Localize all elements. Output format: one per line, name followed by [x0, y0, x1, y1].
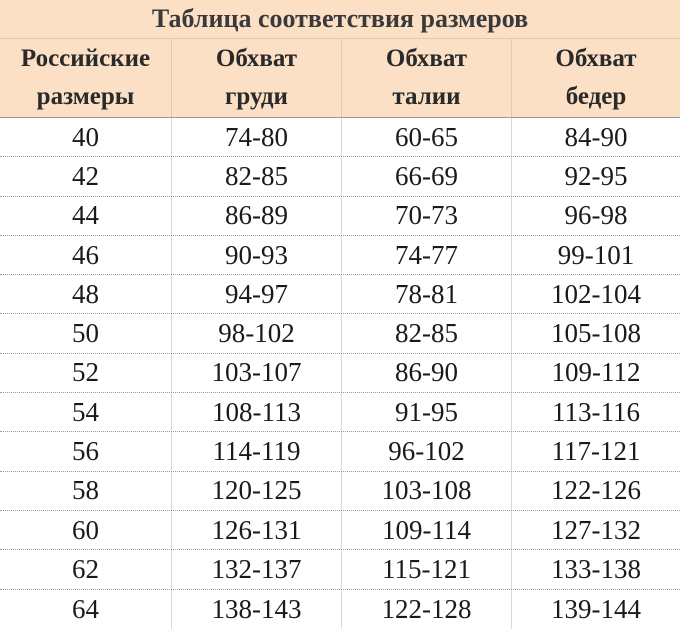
hips-cell: 113-116: [552, 396, 640, 427]
size-cell: 52: [0, 354, 172, 392]
hips-cell: 139-144: [551, 593, 641, 624]
chest-cell: 120-125: [172, 472, 342, 510]
waist-cell: 103-108: [342, 472, 512, 510]
waist-cell: 70-73: [342, 197, 512, 235]
chest-cell: 126-131: [172, 511, 342, 549]
table-header-row: [0, 39, 680, 118]
hips-cell: 117-121: [551, 436, 641, 467]
chest-cell: 103-107: [172, 354, 342, 392]
table-row: [0, 314, 680, 353]
waist-cell: 82-85: [342, 314, 512, 352]
table-row: [0, 236, 680, 275]
hips-cell: 122-126: [551, 475, 641, 506]
waist-cell: 115-121: [342, 550, 512, 588]
table-row: [0, 197, 680, 236]
waist-cell: 96-102: [342, 432, 512, 470]
chest-cell: 98-102: [172, 314, 342, 352]
chest-cell: 86-89: [172, 197, 342, 235]
chest-cell: 74-80: [172, 118, 342, 156]
chest-cell: 82-85: [172, 157, 342, 195]
table-title: Таблица соответствия размеров: [0, 0, 680, 39]
hips-cell: 96-98: [564, 200, 628, 231]
table-row: [0, 472, 680, 511]
header-russian-sizes: Российские размеры: [0, 39, 172, 117]
hips-cell: 99-101: [557, 239, 635, 270]
chest-cell: 94-97: [172, 275, 342, 313]
size-cell: 62: [0, 550, 172, 588]
size-cell: 50: [0, 314, 172, 352]
hips-cell: 105-108: [551, 318, 641, 349]
chest-cell: 90-93: [172, 236, 342, 274]
hips-cell: 109-112: [551, 357, 641, 388]
size-cell: 44: [0, 197, 172, 235]
waist-cell: 91-95: [342, 393, 512, 431]
chest-cell: 138-143: [172, 590, 342, 629]
waist-cell: 109-114: [342, 511, 512, 549]
table-row: [0, 157, 680, 196]
hips-cell: 127-132: [551, 514, 641, 545]
table-row: [0, 354, 680, 393]
size-cell: 56: [0, 432, 172, 470]
hips-cell: 84-90: [564, 121, 628, 152]
header-waist: Обхват талии: [342, 39, 512, 117]
size-cell: 54: [0, 393, 172, 431]
hips-cell: 133-138: [551, 553, 641, 584]
chest-cell: 132-137: [172, 550, 342, 588]
table-row: [0, 511, 680, 550]
header-chest: Обхват груди: [172, 39, 342, 117]
waist-cell: 66-69: [342, 157, 512, 195]
size-cell: 60: [0, 511, 172, 549]
waist-cell: 60-65: [342, 118, 512, 156]
size-cell: 46: [0, 236, 172, 274]
size-cell: 64: [0, 590, 172, 629]
table-row: [0, 118, 680, 157]
table-row: [0, 275, 680, 314]
table-row: [0, 590, 680, 629]
hips-cell: 92-95: [564, 160, 628, 191]
table-row: [0, 550, 680, 589]
table-row: [0, 432, 680, 471]
waist-cell: 74-77: [342, 236, 512, 274]
size-cell: 48: [0, 275, 172, 313]
hips-cell: 102-104: [551, 278, 641, 309]
chest-cell: 108-113: [172, 393, 342, 431]
waist-cell: 122-128: [342, 590, 512, 629]
waist-cell: 78-81: [342, 275, 512, 313]
header-hips: Обхват бедер: [555, 45, 637, 110]
table-body: [0, 118, 680, 629]
table-row: [0, 393, 680, 432]
size-cell: 40: [0, 118, 172, 156]
waist-cell: 86-90: [342, 354, 512, 392]
size-cell: 42: [0, 157, 172, 195]
size-cell: 58: [0, 472, 172, 510]
chest-cell: 114-119: [172, 432, 342, 470]
